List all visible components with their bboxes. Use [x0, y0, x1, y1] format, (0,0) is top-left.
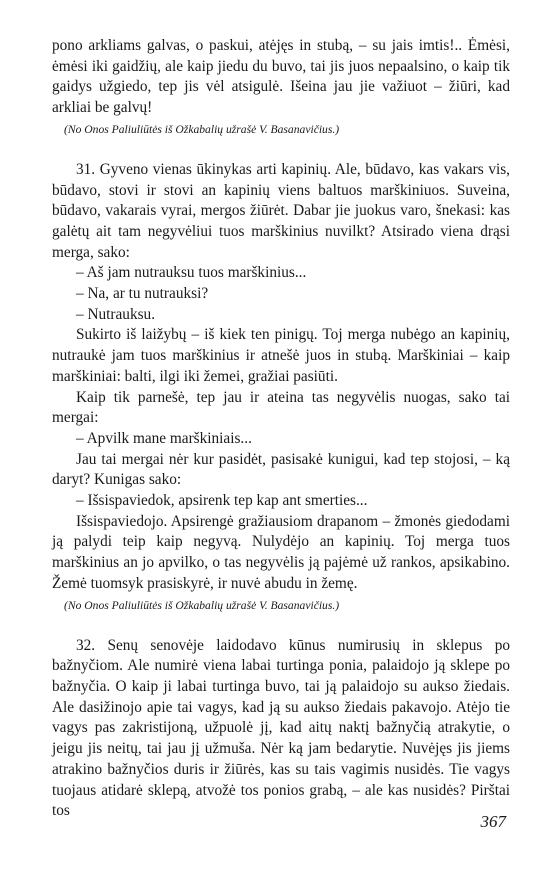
story-31 [52, 160, 510, 614]
story-32 [52, 636, 510, 822]
paragraph: 32. Senų senovėje laidodavo kūnus numirusių in sklepus po bažnyčiom. Ale numirė viena labai turtinga ponia, palaidojo ją sklepe po bažnyčia. O kaip ji labai turtinga buvo, tai ją palaidojo su aukso žiedais. Ale dasižinojo apie tai vagys, kad ją su aukso žiedais pakavojo. Atėjo tie vagys pas zakristijoną, užpuolė jį, kad aitų naktį bažnyčią atrakytie, o jeigu jis neitų, tai jau jį užmuša. Nėr ką jam bedarytie. Nuvėjęs jis jiems atrakino bažnyčios duris ir žiūrės, kas su tais vagimis nusidės. Tie vagys tuojaus atidarė sklepą, atvožė tos ponios grabą, – ale kas nusidės? Pirštai tos [52, 636, 510, 820]
paragraph: Jau tai mergai nėr kur pasidėt, pasisakė kunigui, kad tep stojosi, – ką daryt? Kunigas sako: [52, 450, 510, 489]
section-gap [52, 614, 510, 636]
story-ending-30 [52, 36, 510, 138]
source-note: (No Onos Paliuliūtės iš Ožkabalių užrašė V. Basanavičius.) [64, 598, 340, 612]
paragraph: Kaip tik parnešė, tep jau ir ateina tas negyvėlis nuogas, sako tai mergai: [52, 388, 510, 427]
paragraph: pono arkliams galvas, o paskui, atėjęs in stubą, – su jais imtis!.. Ėmėsi, ėmėsi iki gaidžių, ale kaip jiedu du buvo, tai jis juos nepaalsino, o kaip tik gaidys užgiedo, tep jis vėl atsigulė. Išeina jau jie važiuot – žiūri, kad arkliai be galvų! [52, 37, 510, 117]
section-gap [52, 138, 510, 160]
dialogue-line: – Apvilk mane marškiniais... [76, 429, 252, 447]
dialogue-line: – Išsispaviedok, apsirenk tep kap ant smerties... [76, 492, 368, 510]
dialogue-line: – Aš jam nutrauksu tuos marškinius... [76, 264, 307, 282]
paragraph: Išsispaviedojo. Apsirengė gražiausiom drapanom – žmonės giedodami ją palydi teip kaip negyvą. Nulydėjo an kapinių. Toj merga tuos marškinius an jo apvilko, o tas negyvėlis ją pajėmė už rankos, apsikabino. Žemė tuomsyk prasiskyrė, ir nuvė abudu in žemę. [52, 512, 510, 592]
dialogue-line: – Na, ar tu nutrauksi? [76, 285, 209, 303]
page-number: 367 [480, 812, 506, 831]
paragraph: Sukirto iš laižybų – iš kiek ten pinigų. Toj merga nubėgo an kapinių, nutraukė jam tuos marškinius ir atnešė juos in stubą. Marškiniai – kaip marškiniai: balti, ilgi iki žemei, gražiai pasiūti. [52, 326, 510, 385]
book-page [52, 36, 510, 822]
source-note: (No Onos Paliuliūtės iš Ožkabalių užrašė V. Basanavičius.) [64, 122, 340, 136]
dialogue-line: – Nutrauksu. [76, 305, 156, 323]
paragraph: 31. Gyveno vienas ūkinykas arti kapinių. Ale, būdavo, kas vakars vis, būdavo, stovi ir stovi an kapinių viens baltuos marškiniuos. Suveina, būdavo, vakarais vyrai, mergos žiūrėt. Dabar jie juokus varo, šnekasi: kas galėtų ait tam negyvėliui tuos marškinius nuvilkt? Atsirado viena drąsi merga, sako: [52, 160, 510, 261]
